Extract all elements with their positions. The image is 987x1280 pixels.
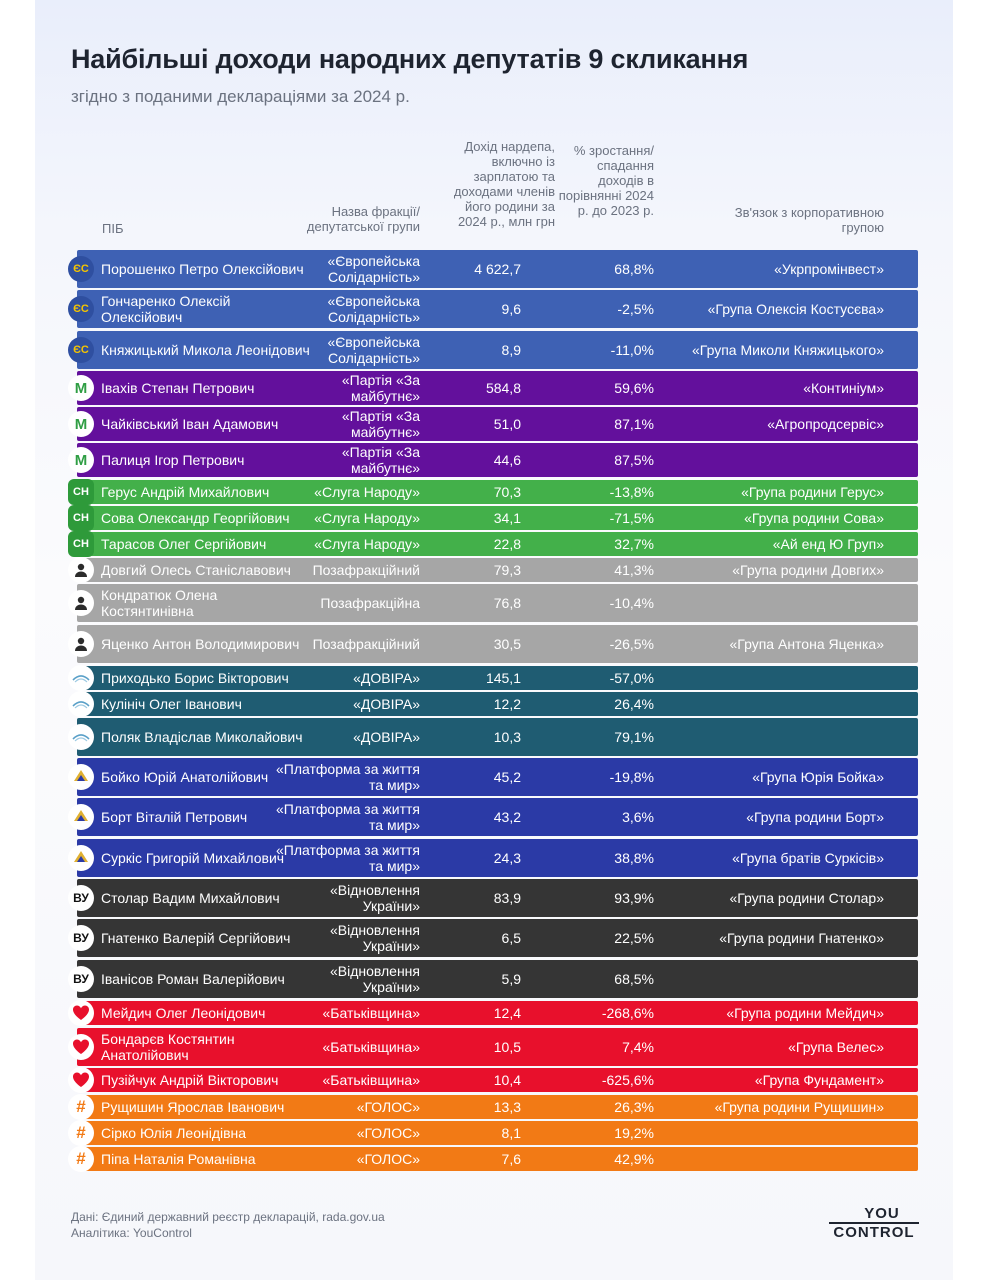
growth-percent: 26,3% bbox=[614, 1099, 654, 1115]
es-logo-icon: ЄС bbox=[68, 256, 94, 282]
infographic-page bbox=[35, 0, 953, 1280]
golos-logo-icon: # bbox=[68, 1094, 94, 1120]
growth-percent: -2,5% bbox=[617, 301, 654, 317]
deputy-name: Столар Вадим Михайлович bbox=[101, 890, 280, 906]
faction-name: «ГОЛОС» bbox=[356, 1151, 420, 1167]
income-value: 145,1 bbox=[485, 670, 521, 686]
table-row bbox=[77, 480, 918, 504]
deputy-name: Палиця Ігор Петрович bbox=[101, 452, 245, 468]
table-row bbox=[77, 331, 918, 369]
income-value: 30,5 bbox=[493, 636, 521, 652]
faction-name: «Європейська Солідарність» bbox=[327, 253, 420, 285]
faction-name: «ДОВІРА» bbox=[353, 729, 420, 745]
deputy-name: Сірко Юлія Леонідівна bbox=[101, 1125, 247, 1141]
income-value: 79,3 bbox=[493, 562, 521, 578]
page-subtitle: згідно з поданими деклараціями за 2024 р. bbox=[71, 87, 410, 106]
person-icon bbox=[68, 557, 94, 583]
deputy-name: Гончаренко Олексій Олексійович bbox=[101, 293, 231, 325]
income-value: 10,5 bbox=[493, 1039, 521, 1055]
table-row bbox=[77, 1121, 918, 1145]
vu-logo-icon: ВУ bbox=[68, 925, 94, 951]
income-value: 13,3 bbox=[493, 1099, 521, 1115]
corporate-group: «Група Фундамент» bbox=[754, 1072, 884, 1088]
footer-data-source: Дані: Єдиний державний реєстр декларацій, rada.gov.ua bbox=[71, 1210, 385, 1224]
faction-name: «Партія «За майбутнє» bbox=[341, 444, 420, 476]
growth-percent: 87,1% bbox=[614, 416, 654, 432]
corporate-group: «Група родини Рущишин» bbox=[714, 1099, 884, 1115]
table-row bbox=[77, 919, 918, 957]
growth-percent: -11,0% bbox=[610, 342, 654, 358]
faction-name: «ДОВІРА» bbox=[353, 670, 420, 686]
deputy-name: Гнатенко Валерій Сергійович bbox=[101, 930, 291, 946]
faction-name: «Партія «За майбутнє» bbox=[341, 372, 420, 404]
faction-name: «Батьківщина» bbox=[322, 1005, 420, 1021]
sn-logo-icon: СН bbox=[68, 505, 94, 531]
corporate-group: «Група родини Гнатенко» bbox=[719, 930, 884, 946]
faction-name: «Батьківщина» bbox=[322, 1072, 420, 1088]
table-row bbox=[77, 1147, 918, 1171]
corporate-group: «Група братів Суркісів» bbox=[732, 850, 884, 866]
logo-line-you: YOU bbox=[864, 1205, 900, 1222]
zm-logo-icon: М bbox=[68, 447, 94, 473]
golos-logo-icon: # bbox=[68, 1146, 94, 1172]
deputy-name: Мейдич Олег Леонідович bbox=[101, 1005, 266, 1021]
growth-percent: 41,3% bbox=[614, 562, 654, 578]
corporate-group: «Група родини Сова» bbox=[744, 510, 884, 526]
deputy-name: Кондратюк Олена Костянтинівна bbox=[101, 587, 218, 619]
person-icon bbox=[68, 631, 94, 657]
pzm-logo-icon bbox=[68, 845, 94, 871]
growth-percent: 68,8% bbox=[614, 261, 654, 277]
growth-percent: 22,5% bbox=[614, 930, 654, 946]
corporate-group: «Група Велес» bbox=[788, 1039, 884, 1055]
faction-name: «Платформа за життя та мир» bbox=[276, 842, 420, 874]
deputy-name: Кулініч Олег Іванович bbox=[101, 696, 242, 712]
table-row bbox=[77, 692, 918, 716]
income-value: 7,6 bbox=[501, 1151, 521, 1167]
faction-name: «Платформа за життя та мир» bbox=[276, 801, 420, 833]
table-row bbox=[77, 1095, 918, 1119]
deputy-name: Бойко Юрій Анатолійович bbox=[101, 769, 269, 785]
deputy-name: Яценко Антон Володимирович bbox=[101, 636, 300, 652]
corporate-group: «Укрпромінвест» bbox=[774, 261, 884, 277]
table-row bbox=[77, 558, 918, 582]
deputy-name: Суркіс Григорій Михайлович bbox=[101, 850, 285, 866]
deputy-name: Чайківський Іван Адамович bbox=[101, 416, 279, 432]
income-value: 5,9 bbox=[501, 971, 521, 987]
growth-percent: 68,5% bbox=[614, 971, 654, 987]
table-row bbox=[77, 718, 918, 756]
faction-name: «ДОВІРА» bbox=[353, 696, 420, 712]
deputy-name: Івахів Степан Петрович bbox=[101, 380, 255, 396]
corporate-group: «Ай енд Ю Груп» bbox=[772, 536, 884, 552]
footer-source bbox=[71, 1209, 385, 1241]
corporate-group: «Група родини Столар» bbox=[729, 890, 884, 906]
income-value: 24,3 bbox=[493, 850, 521, 866]
growth-percent: -26,5% bbox=[609, 636, 654, 652]
income-value: 8,9 bbox=[501, 342, 521, 358]
income-value: 12,4 bbox=[493, 1005, 521, 1021]
pzm-logo-icon bbox=[68, 804, 94, 830]
growth-percent: 3,6% bbox=[622, 809, 654, 825]
deputy-name: Герус Андрій Михайлович bbox=[101, 484, 270, 500]
table-row bbox=[77, 798, 918, 836]
growth-percent: 19,2% bbox=[614, 1125, 654, 1141]
deputy-name: Приходько Борис Вікторович bbox=[101, 670, 289, 686]
income-value: 43,2 bbox=[493, 809, 521, 825]
faction-name: «ГОЛОС» bbox=[356, 1099, 420, 1115]
table-row bbox=[77, 371, 918, 405]
dovira-logo-icon bbox=[68, 665, 94, 691]
table-row bbox=[77, 960, 918, 998]
table-row bbox=[77, 1068, 918, 1092]
table-row bbox=[77, 839, 918, 877]
table-row bbox=[77, 584, 918, 622]
growth-percent: 32,7% bbox=[614, 536, 654, 552]
corporate-group: «Група родини Довгих» bbox=[732, 562, 884, 578]
income-value: 70,3 bbox=[493, 484, 521, 500]
table-row bbox=[77, 879, 918, 917]
vu-logo-icon: ВУ bbox=[68, 966, 94, 992]
table-row bbox=[77, 250, 918, 288]
deputy-name: Піпа Наталія Романівна bbox=[101, 1151, 256, 1167]
page-title: Найбільші доходи народних депутатів 9 скликання bbox=[71, 44, 749, 74]
faction-name: «Відновлення України» bbox=[329, 963, 420, 995]
deputy-name: Борт Віталій Петрович bbox=[101, 809, 248, 825]
income-value: 8,1 bbox=[501, 1125, 521, 1141]
growth-percent: -13,8% bbox=[609, 484, 654, 500]
corporate-group: «Група родини Борт» bbox=[746, 809, 884, 825]
table-row bbox=[77, 625, 918, 663]
faction-name: «Відновлення України» bbox=[329, 882, 420, 914]
vu-logo-icon: ВУ bbox=[68, 885, 94, 911]
column-header-name: ПІБ bbox=[102, 221, 124, 236]
growth-percent: 38,8% bbox=[614, 850, 654, 866]
heart-icon bbox=[68, 1034, 94, 1060]
faction-name: «Слуга Народу» bbox=[314, 484, 420, 500]
faction-name: «ГОЛОС» bbox=[356, 1125, 420, 1141]
table-row bbox=[77, 1028, 918, 1066]
deputy-name: Сова Олександр Георгійович bbox=[101, 510, 290, 526]
income-value: 44,6 bbox=[493, 452, 521, 468]
column-header-faction: Назва фракції/ депутатської групи bbox=[306, 204, 420, 234]
income-value: 34,1 bbox=[493, 510, 521, 526]
heart-icon bbox=[68, 1067, 94, 1093]
income-value: 584,8 bbox=[485, 380, 521, 396]
pzm-logo-icon bbox=[68, 764, 94, 790]
corporate-group: «Група Юрія Бойка» bbox=[752, 769, 884, 785]
corporate-group: «Група Антона Яценка» bbox=[729, 636, 884, 652]
faction-name: Позафракційний bbox=[312, 562, 420, 578]
corporate-group: «Група Миколи Княжицького» bbox=[692, 342, 884, 358]
income-value: 76,8 bbox=[493, 595, 521, 611]
deputy-name: Рущишин Ярослав Іванович bbox=[101, 1099, 285, 1115]
income-value: 10,4 bbox=[493, 1072, 521, 1088]
faction-name: «Платформа за життя та мир» bbox=[276, 761, 420, 793]
column-header-corporate-group: Зв'язок з корпоративною групою bbox=[734, 205, 884, 235]
growth-percent: 59,6% bbox=[614, 380, 654, 396]
growth-percent: -57,0% bbox=[609, 670, 654, 686]
faction-name: Позафракційна bbox=[320, 595, 420, 611]
growth-percent: 42,9% bbox=[614, 1151, 654, 1167]
faction-name: «Слуга Народу» bbox=[314, 510, 420, 526]
faction-name: «Європейська Солідарність» bbox=[327, 334, 420, 366]
corporate-group: «Група Олексія Костусєва» bbox=[707, 301, 884, 317]
person-icon bbox=[68, 590, 94, 616]
zm-logo-icon: М bbox=[68, 375, 94, 401]
deputy-name: Тарасов Олег Сергійович bbox=[101, 536, 267, 552]
table-row bbox=[77, 532, 918, 556]
corporate-group: «Група родини Герус» bbox=[741, 484, 884, 500]
income-value: 6,5 bbox=[501, 930, 521, 946]
growth-percent: -625,6% bbox=[601, 1072, 654, 1088]
deputy-name: Довгий Олесь Станіславович bbox=[101, 562, 291, 578]
faction-name: Позафракційний bbox=[312, 636, 420, 652]
youcontrol-logo bbox=[829, 1206, 919, 1241]
heart-icon bbox=[68, 1000, 94, 1026]
income-value: 45,2 bbox=[493, 769, 521, 785]
growth-percent: -19,8% bbox=[609, 769, 654, 785]
table-row bbox=[77, 443, 918, 477]
faction-name: «Партія «За майбутнє» bbox=[341, 408, 420, 440]
footer-analytics: Аналітика: YouControl bbox=[71, 1226, 192, 1240]
table-row bbox=[77, 1001, 918, 1025]
table-row bbox=[77, 666, 918, 690]
deputy-name: Пузійчук Андрій Вікторович bbox=[101, 1072, 279, 1088]
table-row bbox=[77, 758, 918, 796]
faction-name: «Європейська Солідарність» bbox=[327, 293, 420, 325]
es-logo-icon: ЄС bbox=[68, 337, 94, 363]
income-value: 83,9 bbox=[493, 890, 521, 906]
sn-logo-icon: СН bbox=[68, 531, 94, 557]
income-value: 22,8 bbox=[493, 536, 521, 552]
faction-name: «Відновлення України» bbox=[329, 922, 420, 954]
income-value: 9,6 bbox=[501, 301, 521, 317]
table-row bbox=[77, 506, 918, 530]
income-value: 12,2 bbox=[493, 696, 521, 712]
faction-name: «Батьківщина» bbox=[322, 1039, 420, 1055]
golos-logo-icon: # bbox=[68, 1120, 94, 1146]
income-value: 10,3 bbox=[493, 729, 521, 745]
dovira-logo-icon bbox=[68, 691, 94, 717]
deputy-name: Іванісов Роман Валерійович bbox=[101, 971, 285, 987]
table-row bbox=[77, 290, 918, 328]
growth-percent: -71,5% bbox=[609, 510, 654, 526]
table-row bbox=[77, 407, 918, 441]
growth-percent: 7,4% bbox=[622, 1039, 654, 1055]
growth-percent: 26,4% bbox=[614, 696, 654, 712]
deputy-name: Порошенко Петро Олексійович bbox=[101, 261, 304, 277]
growth-percent: 79,1% bbox=[614, 729, 654, 745]
income-value: 51,0 bbox=[493, 416, 521, 432]
deputy-name: Бондарєв Костянтин Анатолійович bbox=[101, 1031, 235, 1063]
growth-percent: -10,4% bbox=[609, 595, 654, 611]
corporate-group: «Агропродсервіс» bbox=[767, 416, 884, 432]
sn-logo-icon: СН bbox=[68, 479, 94, 505]
column-header-growth: % зростання/ спадання доходів в порівнянні 2024 р. до 2023 р. bbox=[558, 143, 654, 218]
logo-line-control: CONTROL bbox=[829, 1222, 919, 1241]
es-logo-icon: ЄС bbox=[68, 296, 94, 322]
deputy-name: Поляк Владіслав Миколайович bbox=[101, 729, 303, 745]
column-header-income: Дохід нардепа, включно із зарплатою та доходами членів його родини за 2024 р., млн грн bbox=[453, 139, 555, 229]
faction-name: «Слуга Народу» bbox=[314, 536, 420, 552]
income-value: 4 622,7 bbox=[474, 261, 521, 277]
corporate-group: «Континіум» bbox=[803, 380, 884, 396]
zm-logo-icon: М bbox=[68, 411, 94, 437]
growth-percent: 87,5% bbox=[614, 452, 654, 468]
growth-percent: 93,9% bbox=[614, 890, 654, 906]
deputy-name: Княжицький Микола Леонідович bbox=[101, 342, 310, 358]
dovira-logo-icon bbox=[68, 724, 94, 750]
corporate-group: «Група родини Мейдич» bbox=[726, 1005, 884, 1021]
growth-percent: -268,6% bbox=[601, 1005, 654, 1021]
